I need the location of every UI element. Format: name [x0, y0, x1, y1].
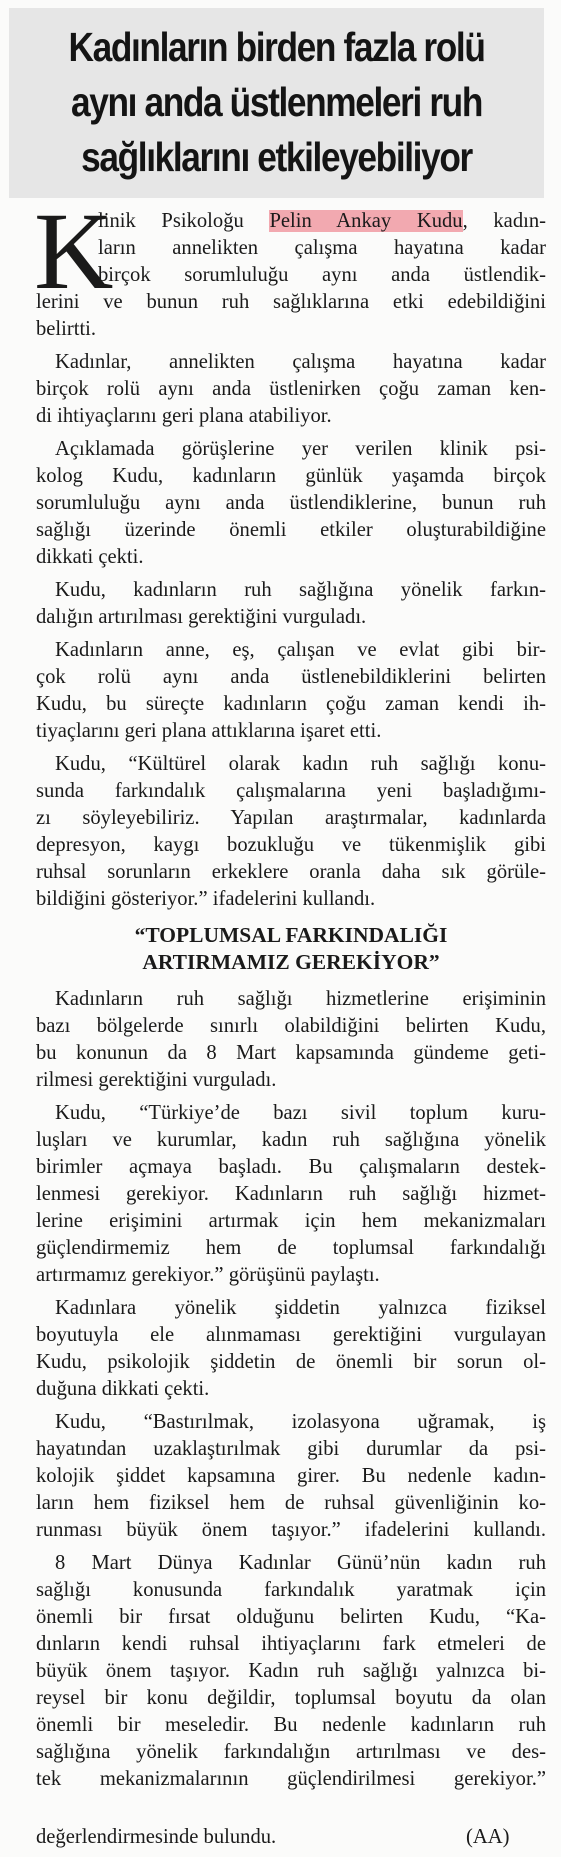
article-line: Kadınların ruh sağlığı hizmetlerine erişiminin — [55, 988, 546, 1010]
article-line: zı söyleyebiliriz. Yapılan araştırmalar, kadınlarda — [36, 807, 546, 829]
article-line: sağlığı konusunda farkındalık yaratmak için — [36, 1579, 546, 1601]
article-line: reysel bir konu değildir, toplumsal boyutu da olan — [36, 1687, 546, 1709]
article-line: dınların kendi ruhsal ihtiyaçlarını fark etmeleri de — [36, 1633, 546, 1655]
article-line: artırmamız gerekiyor.” görüşünü paylaştı. — [36, 1264, 380, 1286]
article-line: di ihtiyaçlarını geri plana atabiliyor. — [36, 405, 332, 427]
article-line: güçlendirmemiz hem de toplumsal farkındalığı — [36, 1237, 546, 1259]
article-line: runması büyük önem taşıyor.” ifadelerini kullandı. — [36, 1519, 546, 1541]
article-line: depresyon, kaygı bozukluğu ve tükenmişlik gibi — [36, 834, 546, 856]
article-line: lerine erişimini artırmak için hem mekanizmaları — [36, 1210, 546, 1232]
article-line: birçok rolü aynı anda üstlenirken çoğu zaman ken- — [36, 378, 546, 400]
headline-line-1: Kadınların birden fazla rolü — [68, 24, 485, 70]
article-line: hayatından uzaklaştırılmak gibi durumlar da psi- — [36, 1438, 546, 1460]
article-line: dalığın artırılması gerektiğini vurguladı. — [36, 606, 367, 628]
lead-text-after: , kadın- — [462, 210, 546, 232]
article-line: bildiğini gösteriyor.” ifadelerini kullandı. — [36, 888, 376, 910]
article-line: tiyaçlarını geri plana attıklarına işaret etti. — [36, 720, 382, 742]
subheading-line-2: ARTIRMAMIZ GEREKİYOR” — [142, 950, 440, 974]
article-line: birimler açmaya başladı. Bu çalışmaların destek- — [36, 1156, 546, 1178]
article-line: sunda farkındalık çalışmalarına yeni başladığımı- — [36, 780, 546, 802]
article-line: ların hem fiziksel hem de ruhsal güvenliğinin ko- — [36, 1492, 546, 1514]
article-line: bazı bölgelerde sınırlı olabildiğini belirten Kudu, — [36, 1015, 546, 1037]
article-line: ruhsal sorunların erkeklere oranla daha sık görüle- — [36, 861, 546, 883]
article-line: çok rolü aynı anda üstlenebildiklerini belirten — [36, 666, 546, 688]
article-line: boyutuyla ele alınmaması gerektiğini vurgulayan — [36, 1324, 546, 1346]
lead-text-before: linik Psikoloğu — [98, 210, 270, 232]
article-line: belirtti. — [36, 318, 97, 340]
drop-cap: K — [34, 190, 114, 312]
article-line: luşları ve kurumlar, kadın ruh sağlığına yönelik — [36, 1129, 546, 1151]
article-lead-line — [98, 208, 546, 235]
article-line: lenmesi gerekiyor. Kadınların ruh sağlığı hizmet- — [36, 1183, 546, 1205]
article-line: Kadınlar, annelikten çalışma hayatına kadar — [55, 351, 546, 373]
subheading-line-1: “TOPLUMSAL FARKINDALIĞI — [134, 923, 448, 947]
article-line: sağlığına yönelik farkındalığın artırılması ve des- — [36, 1741, 546, 1763]
article-line: lerini ve bunun ruh sağlıklarına etki edebildiğini — [36, 291, 546, 313]
article-line: duğuna dikkati çekti. — [36, 1378, 210, 1400]
highlighted-name: Pelin Ankay Kudu — [269, 210, 463, 232]
article-line: Kudu, “Türkiye’de bazı sivil toplum kuru- — [55, 1102, 546, 1124]
article-line: rilmesi gerektiğini vurguladı. — [36, 1069, 277, 1091]
article-line: Kudu, “Bastırılmak, izolasyona uğramak, iş — [55, 1411, 546, 1433]
article-line: sorumluluğu aynı anda üstlendiklerine, bunun ruh — [36, 492, 546, 514]
article-line: dikkati çekti. — [36, 546, 144, 568]
article-line: tek mekanizmalarının güçlendirilmesi gerekiyor.” — [36, 1768, 546, 1790]
article-line: 8 Mart Dünya Kadınlar Günü’nün kadın ruh — [55, 1552, 546, 1574]
article-line: birçok sorumluluğu aynı anda üstlendik- — [98, 264, 546, 286]
article-line: sağlığı üzerinde önemli etkiler oluşturabildiğine — [36, 519, 546, 541]
article-line: Kadınların anne, eş, çalışan ve evlat gibi bir- — [55, 639, 546, 661]
article-line: kolog Kudu, kadınların günlük yaşamda birçok — [36, 465, 546, 487]
article-line: önemli bir meseledir. Bu nedenle kadınların ruh — [36, 1714, 546, 1736]
article-line: önemli bir fırsat olduğunu belirten Kudu, “Ka- — [36, 1606, 546, 1628]
news-agency-credit: (AA) — [466, 1826, 510, 1848]
article-line: Kadınlara yönelik şiddetin yalnızca fiziksel — [55, 1297, 546, 1319]
article-line: değerlendirmesinde bulundu. — [36, 1826, 277, 1848]
article-line: büyük önem taşıyor. Kadın ruh sağlığı yalnızca bi- — [36, 1660, 546, 1682]
article-line: bu konunun da 8 Mart kapsamında gündeme geti- — [36, 1042, 546, 1064]
article-line: Kudu, bu süreçte kadınların çoğu zaman kendi ih- — [36, 693, 546, 715]
headline-line-2: aynı anda üstlenmeleri ruh — [71, 79, 482, 125]
article-line: kolojik şiddet kapsamına girer. Bu nedenle kadın- — [36, 1465, 546, 1487]
article-line: Kudu, kadınların ruh sağlığına yönelik farkın- — [55, 579, 546, 601]
article-line: ların annelikten çalışma hayatına kadar — [98, 237, 546, 259]
article-line: Kudu, “Kültürel olarak kadın ruh sağlığı konu- — [55, 753, 546, 775]
article-line: Kudu, psikolojik şiddetin de önemli bir sorun ol- — [36, 1351, 546, 1373]
article-line: Açıklamada görüşlerine yer verilen klinik psi- — [55, 438, 546, 460]
headline-line-3: sağlıklarını etkileyebiliyor — [81, 134, 472, 180]
